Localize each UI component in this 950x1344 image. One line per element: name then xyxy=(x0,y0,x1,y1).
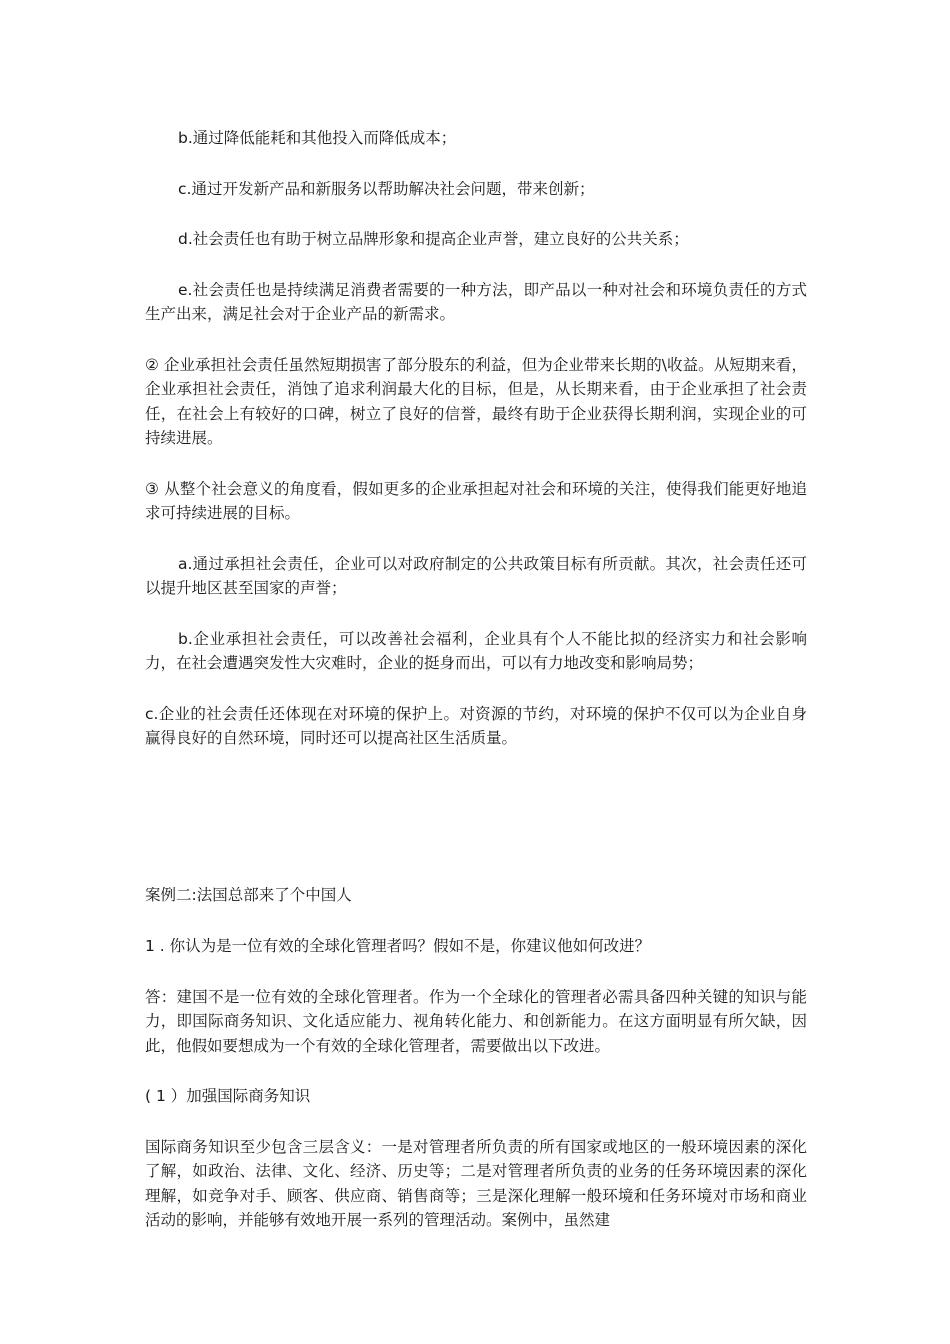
answer-paragraph: 答：建国不是一位有效的全球化管理者。作为一个全球化的管理者必需具备四种关键的知识与能力，即国际商务知识、文化适应能力、视角转化能力、和创新能力。在这方面明显有所欠缺，因此，他假如要想成为一个有效的全球化管理者，需要做出以下改进。 xyxy=(145,987,807,1055)
paragraph-b-welfare: b.企业承担社会责任，可以改善社会福利，企业具有个人不能比拟的经济实力和社会影响力，在社会遭遇突发性大灾难时，企业的挺身而出，可以有力地改变和影响局势； xyxy=(145,629,807,672)
paragraph-d-brand: d.社会责任也有助于树立品牌形象和提高企业声誉，建立良好的公共关系； xyxy=(178,230,689,248)
paragraph-point-2: ② 企业承担社会责任虽然短期损害了部分股东的利益，但为企业带来长期的\收益。从短期来看，企业承担社会责任，消蚀了追求利润最大化的目标，但是，从长期来看，由于企业承担了社会责任，在社会上有较好的口碑，树立了良好的信誉，最终有助于企业获得长期利润，实现企业的可持续进展。 xyxy=(145,355,807,447)
subheading-international-business: ( 1 ）加强国际商务知识 xyxy=(145,1087,311,1105)
paragraph-c-innovation: c.通过开发新产品和新服务以帮助解决社会问题，带来创新； xyxy=(178,179,595,198)
paragraph-a-policy: a.通过承担社会责任，企业可以对政府制定的公共政策目标有所贡献。其次，社会责任还可以提升地区甚至国家的声誉； xyxy=(145,554,807,597)
case-title: 案例二:法国总部来了个中国人 xyxy=(145,885,352,904)
question-1: 1 . 你认为是一位有效的全球化管理者吗？假如不是，你建议他如何改进？ xyxy=(145,937,651,955)
document-page xyxy=(145,126,807,1259)
paragraph-b-cost: b.通过降低能耗和其他投入而降低成本； xyxy=(178,129,457,147)
paragraph-c-environment: c.企业的社会责任还体现在对环境的保护上。对资源的节约，对环境的保护不仅可以为企业自身赢得良好的自然环境，同时还可以提高社区生活质量。 xyxy=(145,704,807,747)
body-paragraph: 国际商务知识至少包含三层含义：一是对管理者所负责的所有国家或地区的一般环境因素的深化了解，如政治、法律、文化、经济、历史等；二是对管理者所负责的业务的任务环境因素的深化理解，如竞争对手、顾客、供应商、销售商等；三是深化理解一般环境和任务环境对市场和商业活动的影响，并能够有效地开展一系列的管理活动。案例中，虽然建 xyxy=(145,1137,807,1229)
paragraph-e-consumer: e.社会责任也是持续满足消费者需要的一种方法，即产品以一种对社会和环境负责任的方式生产出来，满足社会对于企业产品的新需求。 xyxy=(145,280,807,323)
paragraph-point-3: ③ 从整个社会意义的角度看，假如更多的企业承担起对社会和环境的关注，使得我们能更好地追求可持续进展的目标。 xyxy=(145,479,807,522)
